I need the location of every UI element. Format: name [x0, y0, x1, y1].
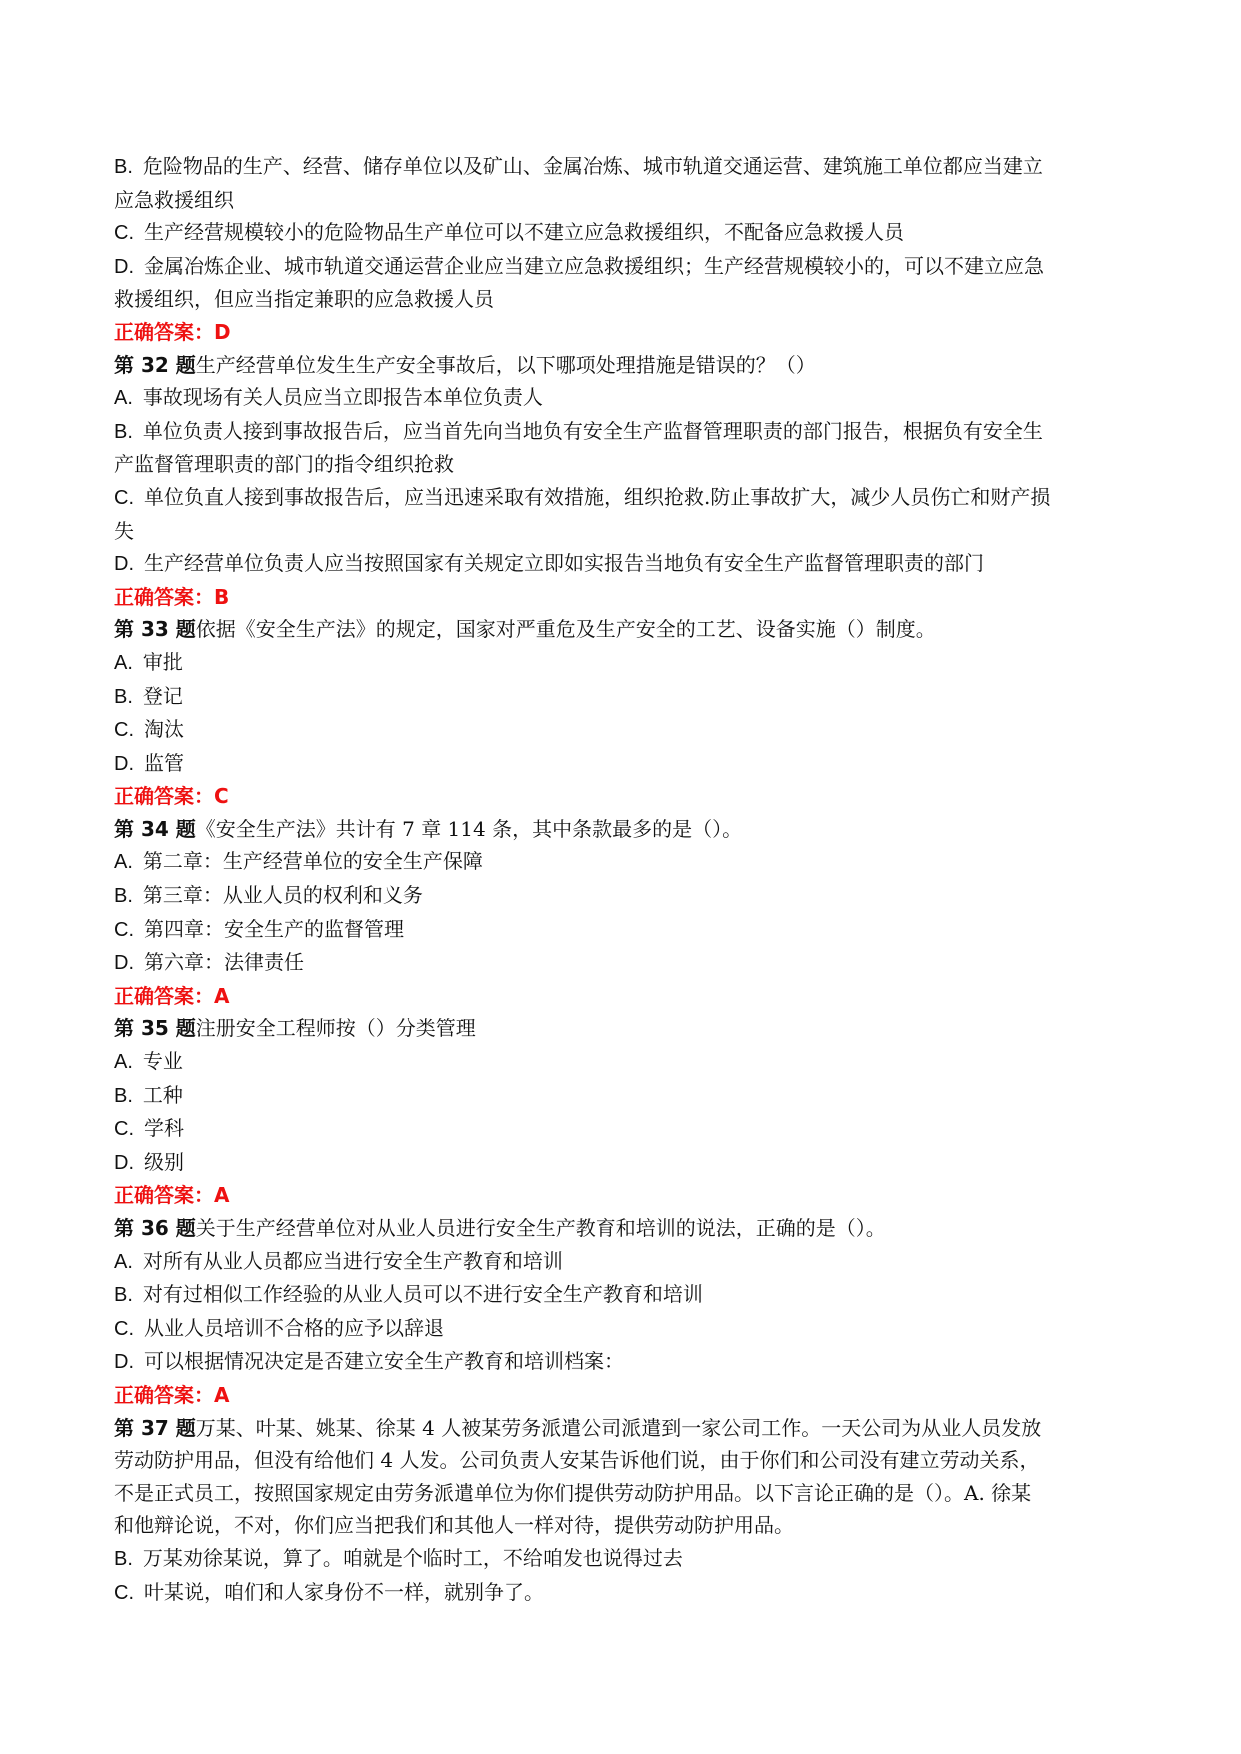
question-line — [114, 1412, 1134, 1445]
question-line — [114, 1012, 1134, 1045]
continuation-text: 应急救援组织 — [114, 187, 234, 212]
option-line — [114, 1045, 1134, 1079]
continuation-text: 和他辩论说，不对，你们应当把我们和其他人一样对待，提供劳动防护用品。 — [114, 1513, 794, 1538]
option-letter: C. — [114, 1118, 134, 1141]
option-text: 第二章：生产经营单位的安全生产保障 — [142, 849, 483, 874]
option-text: 学科 — [144, 1116, 184, 1141]
question-number: 第 32 题 — [114, 352, 196, 377]
option-line — [114, 1112, 1134, 1146]
answer-line — [114, 1379, 1134, 1412]
answer-value: D — [214, 319, 231, 344]
option-text: 第三章：从业人员的权利和义务 — [142, 883, 423, 908]
answer-line — [114, 980, 1134, 1013]
option-line — [114, 1079, 1134, 1113]
continuation-line — [114, 1509, 1134, 1542]
question-text: 注册安全工程师按（）分类管理 — [195, 1016, 476, 1041]
option-line — [114, 946, 1134, 980]
option-letter: C. — [114, 222, 134, 245]
continuation-line — [114, 1444, 1134, 1477]
option-text: 第六章：法律责任 — [144, 950, 304, 975]
continuation-text: 劳动防护用品，但没有给他们 4 人发。公司负责人安某告诉他们说，由于你们和公司没有建立劳动关系， — [114, 1448, 1040, 1473]
answer-value: A — [214, 1183, 230, 1208]
option-line — [114, 913, 1134, 947]
continuation-line — [114, 1477, 1134, 1510]
option-line — [114, 1278, 1134, 1312]
answer-value: B — [214, 584, 230, 609]
continuation-line — [114, 448, 1134, 481]
option-letter: B. — [114, 1284, 133, 1307]
option-letter: D. — [114, 752, 134, 775]
option-text: 从业人员培训不合格的应予以辞退 — [144, 1315, 444, 1340]
option-letter: D. — [114, 1151, 134, 1174]
question-number: 第 36 题 — [114, 1216, 196, 1240]
option-text: 工种 — [142, 1082, 183, 1107]
option-letter: C. — [114, 1317, 134, 1340]
option-line — [114, 381, 1134, 415]
option-letter: A. — [114, 387, 133, 410]
option-line — [114, 150, 1134, 184]
option-line — [114, 680, 1134, 714]
answer-value: A — [214, 983, 230, 1008]
answer-label: 正确答案： — [114, 319, 214, 344]
option-line — [114, 747, 1134, 781]
continuation-text: 救援组织，但应当指定兼职的应急救援人员 — [114, 287, 494, 312]
answer-value: A — [214, 1382, 230, 1407]
option-text: 生产经营单位负责人应当按照国家有关规定立即如实报告当地负有安全生产监督管理职责的部门 — [144, 551, 984, 576]
question-number: 第 33 题 — [114, 617, 196, 642]
question-line — [114, 1212, 1134, 1245]
answer-line — [114, 581, 1134, 614]
option-line — [114, 1146, 1134, 1180]
option-text: 生产经营规模较小的危险物品生产单位可以不建立应急救援组织，不配备应急救援人员 — [144, 220, 904, 245]
continuation-text: 失 — [114, 518, 134, 543]
option-text: 对有过相似工作经验的从业人员可以不进行安全生产教育和培训 — [142, 1282, 703, 1307]
option-letter: B. — [114, 885, 133, 908]
option-line — [114, 415, 1134, 449]
document-page — [114, 150, 1134, 1609]
option-text: 单位负责人接到事故报告后，应当首先向当地负有安全生产监督管理职责的部门报告，根据负有安全生 — [142, 418, 1043, 443]
option-line — [114, 1312, 1134, 1346]
option-text: 审批 — [142, 649, 183, 674]
option-letter: C. — [114, 918, 134, 941]
option-text: 叶某说，咱们和人家身份不一样，就别争了。 — [144, 1579, 544, 1604]
continuation-text: 不是正式员工，按照国家规定由劳务派遣单位为你们提供劳动防护用品。以下言论正确的是（）。A. 徐某 — [114, 1480, 1032, 1505]
question-text: 万某、叶某、姚某、徐某 4 人被某劳务派遣公司派遣到一家公司工作。一天公司为从业人员发放 — [195, 1415, 1042, 1440]
option-line — [114, 481, 1134, 515]
option-letter: B. — [114, 1547, 133, 1570]
option-text: 万某劝徐某说，算了。咱就是个临时工，不给咱发也说得过去 — [142, 1545, 683, 1570]
continuation-line — [114, 283, 1134, 316]
option-letter: D. — [114, 255, 134, 278]
option-letter: A. — [114, 1051, 133, 1074]
option-text: 对所有从业人员都应当进行安全生产教育和培训 — [142, 1248, 563, 1273]
answer-line — [114, 316, 1134, 349]
option-line — [114, 216, 1134, 250]
question-number: 第 34 题 — [114, 816, 196, 841]
answer-value: C — [214, 784, 229, 809]
option-text: 登记 — [142, 683, 183, 708]
answer-line — [114, 1179, 1134, 1212]
option-line — [114, 547, 1134, 581]
continuation-line — [114, 184, 1134, 217]
question-number: 第 35 题 — [114, 1016, 196, 1041]
option-letter: C. — [114, 486, 134, 509]
option-letter: C. — [114, 719, 134, 742]
continuation-text: 产监督管理职责的部门的指令组织抢救 — [114, 452, 454, 477]
option-line — [114, 250, 1134, 284]
option-text: 专业 — [142, 1049, 183, 1074]
option-text: 淘汰 — [144, 717, 184, 742]
question-text: 关于生产经营单位对从业人员进行安全生产教育和培训的说法，正确的是（）。 — [195, 1216, 886, 1240]
option-letter: D. — [114, 952, 134, 975]
option-letter: B. — [114, 156, 133, 178]
answer-label: 正确答案： — [114, 784, 214, 809]
option-letter: C. — [114, 1581, 134, 1604]
option-letter: D. — [114, 553, 134, 576]
answer-label: 正确答案： — [114, 1382, 214, 1407]
question-line — [114, 613, 1134, 646]
option-line — [114, 1345, 1134, 1379]
option-letter: B. — [114, 420, 133, 443]
option-line — [114, 1576, 1134, 1610]
option-text: 级别 — [144, 1149, 184, 1174]
option-letter: B. — [114, 1084, 133, 1107]
answer-label: 正确答案： — [114, 983, 214, 1008]
option-text: 第四章：安全生产的监督管理 — [144, 916, 404, 941]
question-text: 《安全生产法》共计有 7 章 114 条，其中条款最多的是（）。 — [195, 816, 743, 841]
option-line — [114, 646, 1134, 680]
option-text: 危险物品的生产、经营、储存单位以及矿山、金属冶炼、城市轨道交通运营、建筑施工单位都应当建立 — [142, 154, 1043, 178]
option-text: 单位负直人接到事故报告后，应当迅速采取有效措施，组织抢救.防止事故扩大，减少人员伤亡和财产损 — [144, 484, 1051, 509]
question-number: 第 37 题 — [114, 1415, 196, 1440]
question-text: 依据《安全生产法》的规定，国家对严重危及生产安全的工艺、设备实施（）制度。 — [195, 617, 936, 642]
question-text: 生产经营单位发生生产安全事故后，以下哪项处理措施是错误的？（） — [195, 352, 816, 377]
option-letter: A. — [114, 851, 133, 874]
question-line — [114, 349, 1134, 382]
option-letter: A. — [114, 1250, 133, 1273]
option-line — [114, 845, 1134, 879]
question-line — [114, 813, 1134, 846]
option-line — [114, 1542, 1134, 1576]
option-line — [114, 879, 1134, 913]
answer-label: 正确答案： — [114, 1183, 214, 1208]
option-letter: D. — [114, 1351, 134, 1374]
option-letter: A. — [114, 651, 133, 674]
option-text: 监管 — [144, 750, 184, 775]
option-text: 可以根据情况决定是否建立安全生产教育和培训档案： — [144, 1349, 624, 1374]
option-line — [114, 713, 1134, 747]
option-letter: B. — [114, 685, 133, 708]
answer-label: 正确答案： — [114, 584, 214, 609]
answer-line — [114, 780, 1134, 813]
continuation-line — [114, 515, 1134, 548]
option-line — [114, 1245, 1134, 1279]
option-text: 事故现场有关人员应当立即报告本单位负责人 — [142, 385, 543, 410]
option-text: 金属冶炼企业、城市轨道交通运营企业应当建立应急救援组织；生产经营规模较小的，可以不建立应急 — [144, 253, 1044, 278]
